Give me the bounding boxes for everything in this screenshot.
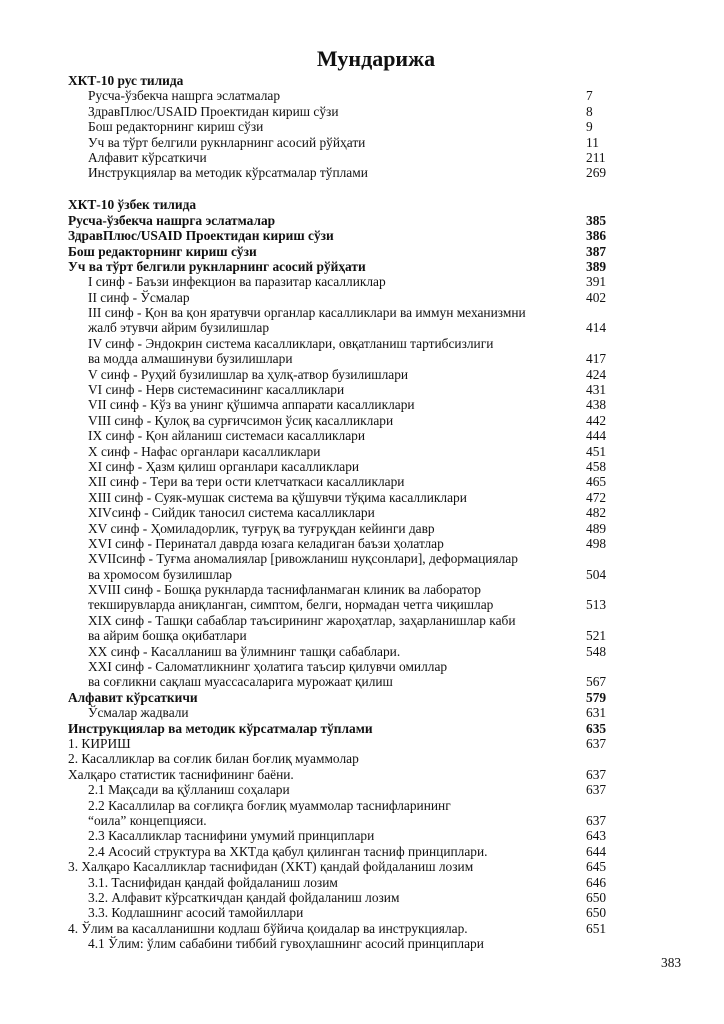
toc-entry-page: 458 bbox=[586, 458, 607, 474]
toc-entry-page: 391 bbox=[586, 274, 607, 290]
toc-entry-title: XII синф - Тери ва тери ости клетчаткаси касалликлари bbox=[88, 474, 405, 490]
toc-entry-page: 8 bbox=[586, 103, 593, 119]
toc-entry bbox=[68, 551, 628, 566]
toc-entry-page: 504 bbox=[586, 566, 607, 582]
toc-entry bbox=[68, 828, 628, 843]
toc-entry bbox=[68, 859, 628, 874]
toc-entry-title: XX синф - Касалланиш ва ўлимнинг ташқи сабаблари. bbox=[88, 643, 401, 659]
toc-entry-title: 2.4 Асосий структура ва ХКТда қабул қилинган тасниф принциплари. bbox=[88, 843, 488, 859]
toc-entry bbox=[68, 628, 628, 643]
toc-entry-title: Уч ва тўрт белгили рукнларнинг асосий рўйҳати bbox=[68, 258, 366, 274]
toc-entry-title: ва айрим бошқа оқибатлари bbox=[88, 628, 247, 644]
toc-entry-page: 472 bbox=[586, 489, 607, 505]
toc-entry bbox=[68, 367, 628, 382]
toc-entry-page: 414 bbox=[586, 320, 607, 336]
toc-entry-page: 438 bbox=[586, 397, 607, 413]
toc-entry-page: 385 bbox=[586, 212, 607, 228]
toc-entry-title: III синф - Қон ва қон яратувчи органлар касалликлари ва иммун механизмни bbox=[88, 305, 526, 321]
toc-entry-page: 389 bbox=[586, 258, 607, 274]
toc-entry bbox=[68, 165, 628, 180]
toc-entry-title: VIII синф - Қулоқ ва сурғичсимон ўсиқ касалликлари bbox=[88, 412, 394, 428]
toc-entry-page: 386 bbox=[586, 228, 607, 244]
toc-entry bbox=[68, 336, 628, 351]
toc-entry-page: 402 bbox=[586, 289, 607, 305]
toc-entry-title: XIX синф - Ташқи сабаблар таъсирининг жароҳатлар, заҳарланишлар каби bbox=[88, 612, 516, 628]
toc-entry bbox=[68, 613, 628, 628]
toc-entry-page: 567 bbox=[586, 674, 607, 690]
toc-entry-title: Уч ва тўрт белгили рукнларнинг асосий рўйҳати bbox=[88, 134, 366, 150]
toc-entry-title: XIVсинф - Сийдик таносил система касалликлари bbox=[88, 505, 375, 521]
toc-entry-title: Инструкциялар ва методик кўрсатмалар тўплами bbox=[68, 720, 373, 736]
page-title: Мундарижа bbox=[316, 46, 436, 71]
toc-entry bbox=[68, 228, 628, 243]
toc-entry-title: XXI синф - Саломатликнинг ҳолатига таъсир қилувчи омиллар bbox=[88, 659, 448, 675]
toc-entry-title: ЗдравПлюс/USAID Проектидан кириш сўзи bbox=[88, 103, 339, 119]
toc-entry bbox=[68, 88, 628, 103]
toc-entry bbox=[68, 736, 628, 751]
toc-entry-page: 637 bbox=[586, 782, 607, 798]
toc-entry bbox=[68, 305, 628, 320]
toc-entry-title: XI синф - Ҳазм қилиш органлари касалликлари bbox=[88, 458, 360, 474]
toc-entry-title: XIII синф - Суяк-мушак система ва қўшувчи тўқима касалликлари bbox=[88, 489, 467, 505]
toc-entry bbox=[68, 397, 628, 412]
toc-entry-page: 579 bbox=[586, 689, 607, 705]
toc-entry-title: VI синф - Нерв системасининг касалликлари bbox=[88, 382, 345, 398]
toc-entry bbox=[68, 73, 628, 88]
toc-entry-title: XVIII синф - Бошқа рукнларда таснифланмаган клиник ва лаборатор bbox=[88, 582, 481, 598]
toc-entry-title: Бош редакторнинг кириш сўзи bbox=[68, 243, 257, 259]
toc-entry-page: 548 bbox=[586, 643, 607, 659]
toc-entry-title: 4. Ўлим ва касалланишни кодлаш бўйича қоидалар ва инструкциялар. bbox=[68, 920, 468, 936]
toc-entry-page: 645 bbox=[586, 859, 607, 875]
toc-entry-title: 1. КИРИШ bbox=[68, 736, 131, 751]
toc-entry-page: 643 bbox=[586, 828, 607, 844]
toc-entry-page: 521 bbox=[586, 628, 607, 644]
toc-entry-title: ЗдравПлюс/USAID Проектидан кириш сўзи bbox=[68, 228, 334, 244]
toc-entry-title: 3.1. Таснифидан қандай фойдаланиш лозим bbox=[88, 874, 338, 890]
toc-entry bbox=[68, 567, 628, 582]
toc-entry bbox=[68, 428, 628, 443]
toc-entry-title: Бош редакторнинг кириш сўзи bbox=[88, 119, 264, 135]
toc-entry-title: ХКТ-10 ўзбек тилида bbox=[68, 197, 197, 213]
toc-entry-title: VII синф - Кўз ва унинг қўшимча аппарати касалликлари bbox=[88, 397, 415, 413]
toc-entry-title: Халқаро статистик таснифининг баёни. bbox=[68, 766, 294, 782]
toc-entry-page: 631 bbox=[586, 705, 607, 721]
toc-entry-page: 498 bbox=[586, 535, 607, 551]
toc-entry-page: 431 bbox=[586, 382, 607, 398]
toc-entry bbox=[68, 521, 628, 536]
toc-entry-page: 635 bbox=[586, 720, 607, 736]
toc-entry-page: 465 bbox=[586, 474, 607, 490]
toc-entry-page: 11 bbox=[586, 134, 599, 150]
toc-entry bbox=[68, 782, 628, 797]
toc-entry bbox=[68, 798, 628, 813]
toc-entry-title: IX синф - Қон айланиш системаси касалликлари bbox=[88, 428, 366, 444]
toc-entry-title: XVIIсинф - Туғма аномалиялар [ривожланиш нуқсонлари], деформациялар bbox=[88, 551, 518, 567]
toc-entry-title: 3. Халқаро Касалликлар таснифидан (ХКТ) қандай фойдаланиш лозим bbox=[68, 859, 474, 875]
toc-entry bbox=[68, 413, 628, 428]
toc-entry bbox=[68, 213, 628, 228]
toc-entry-page: 637 bbox=[586, 766, 607, 782]
toc-entry-title: 3.2. Алфавит кўрсаткичдан қандай фойдаланиш лозим bbox=[88, 889, 400, 905]
toc-entry-page: 451 bbox=[586, 443, 607, 459]
toc-entry-title: ва хромосом бузилишлар bbox=[88, 566, 232, 582]
toc-entry bbox=[68, 459, 628, 474]
toc-entry-page: 646 bbox=[586, 874, 607, 890]
toc-entry bbox=[68, 813, 628, 828]
toc-entry-page: 650 bbox=[586, 889, 607, 905]
toc-entry bbox=[68, 705, 628, 720]
toc-entry-title: 2. Касалликлар ва соғлик билан боғлиқ муаммолар bbox=[68, 751, 359, 767]
toc-entry-page: 444 bbox=[586, 428, 607, 444]
toc-entry-title: XVI синф - Перинатал даврда юзага келадиган баъзи ҳолатлар bbox=[88, 535, 444, 551]
toc-entry-title: ва модда алмашинуви бузилишлари bbox=[88, 351, 293, 367]
toc-entry bbox=[68, 351, 628, 366]
toc-entry-title: Ўсмалар жадвали bbox=[88, 705, 189, 721]
toc-entry-page: 482 bbox=[586, 505, 607, 521]
toc-entry-title: ХКТ-10 рус тилида bbox=[68, 73, 184, 88]
toc-entry-title: 2.2 Касаллилар ва соғлиқга боғлиқ муаммолар таснифларининг bbox=[88, 797, 451, 813]
toc-spacer bbox=[68, 181, 628, 198]
toc-entry-title: ва соғликни сақлаш муассасаларига мурожаат қилиш bbox=[88, 674, 393, 690]
table-of-contents bbox=[68, 73, 628, 951]
toc-entry bbox=[68, 119, 628, 134]
toc-entry bbox=[68, 104, 628, 119]
toc-entry bbox=[68, 890, 628, 905]
toc-entry-page: 417 bbox=[586, 351, 607, 367]
toc-entry-title: V синф - Руҳий бузилишлар ва ҳулқ-атвор бузилишлари bbox=[88, 366, 409, 382]
toc-entry bbox=[68, 936, 628, 951]
toc-entry-page: 489 bbox=[586, 520, 607, 536]
toc-entry bbox=[68, 290, 628, 305]
toc-entry-page: 651 bbox=[586, 920, 607, 936]
toc-entry bbox=[68, 875, 628, 890]
toc-entry-title: жалб этувчи айрим бузилишлар bbox=[88, 320, 270, 336]
toc-entry-title: 2.1 Мақсади ва қўлланиш соҳалари bbox=[88, 782, 290, 798]
toc-entry bbox=[68, 767, 628, 782]
toc-entry bbox=[68, 582, 628, 597]
toc-entry bbox=[68, 644, 628, 659]
toc-entry-title: Инструкциялар ва методик кўрсатмалар тўплами bbox=[88, 165, 368, 181]
toc-entry-title: Алфавит кўрсаткичи bbox=[68, 689, 198, 705]
toc-entry bbox=[68, 382, 628, 397]
toc-entry-title: XV синф - Ҳомиладорлик, туғруқ ва туғруқдан кейинги давр bbox=[88, 520, 435, 536]
toc-entry bbox=[68, 244, 628, 259]
toc-entry bbox=[68, 721, 628, 736]
toc-entry-title: 2.3 Касалликлар таснифини умумий принциплари bbox=[88, 828, 375, 844]
toc-entry bbox=[68, 674, 628, 689]
toc-entry bbox=[68, 197, 628, 212]
toc-entry bbox=[68, 474, 628, 489]
page-number: 383 bbox=[661, 955, 682, 970]
toc-entry-title: I синф - Баъзи инфекцион ва паразитар касалликлар bbox=[88, 274, 386, 290]
toc-entry-page: 650 bbox=[586, 905, 607, 921]
toc-entry-title: Русча-ўзбекча нашрга эслатмалар bbox=[68, 212, 276, 228]
toc-entry-page: 9 bbox=[586, 119, 593, 135]
toc-entry-title: текширувларда аниқланган, симптом, белги, нормадан четга чиқишлар bbox=[88, 597, 494, 613]
toc-entry bbox=[68, 259, 628, 274]
toc-entry bbox=[68, 274, 628, 289]
toc-entry bbox=[68, 844, 628, 859]
toc-entry-page: 637 bbox=[586, 736, 607, 751]
toc-entry-title: II синф - Ўсмалар bbox=[88, 289, 190, 305]
toc-entry bbox=[68, 505, 628, 520]
toc-entry bbox=[68, 751, 628, 766]
toc-entry bbox=[68, 659, 628, 674]
toc-entry-page: 513 bbox=[586, 597, 607, 613]
toc-entry-page: 442 bbox=[586, 412, 607, 428]
toc-entry-page: 387 bbox=[586, 243, 607, 259]
toc-entry-title: “оила” концепцияси. bbox=[88, 812, 207, 828]
toc-entry bbox=[68, 490, 628, 505]
toc-entry bbox=[68, 597, 628, 612]
toc-entry-title: IV синф - Эндокрин система касалликлари, овқатланиш тартибсизлиги bbox=[88, 335, 494, 351]
toc-entry bbox=[68, 536, 628, 551]
toc-entry bbox=[68, 320, 628, 335]
toc-entry-page: 424 bbox=[586, 366, 607, 382]
toc-entry-title: X синф - Нафас органлари касалликлари bbox=[88, 443, 321, 459]
toc-entry-page: 637 bbox=[586, 812, 607, 828]
toc-entry-page: 7 bbox=[586, 88, 593, 104]
toc-entry-title: 4.1 Ўлим: ўлим сабабини тиббий гувоҳлашнинг асосий принциплари bbox=[88, 936, 484, 952]
toc-entry-page: 211 bbox=[586, 149, 606, 165]
toc-entry bbox=[68, 135, 628, 150]
toc-entry-page: 269 bbox=[586, 165, 607, 181]
toc-entry bbox=[68, 690, 628, 705]
toc-entry-page: 644 bbox=[586, 843, 607, 859]
toc-entry bbox=[68, 150, 628, 165]
toc-entry-title: 3.3. Кодлашнинг асосий тамойиллари bbox=[88, 905, 304, 921]
toc-entry bbox=[68, 921, 628, 936]
toc-entry-title: Алфавит кўрсаткичи bbox=[88, 149, 207, 165]
toc-entry-title: Русча-ўзбекча нашрга эслатмалар bbox=[88, 88, 281, 104]
toc-entry bbox=[68, 444, 628, 459]
toc-entry bbox=[68, 905, 628, 920]
